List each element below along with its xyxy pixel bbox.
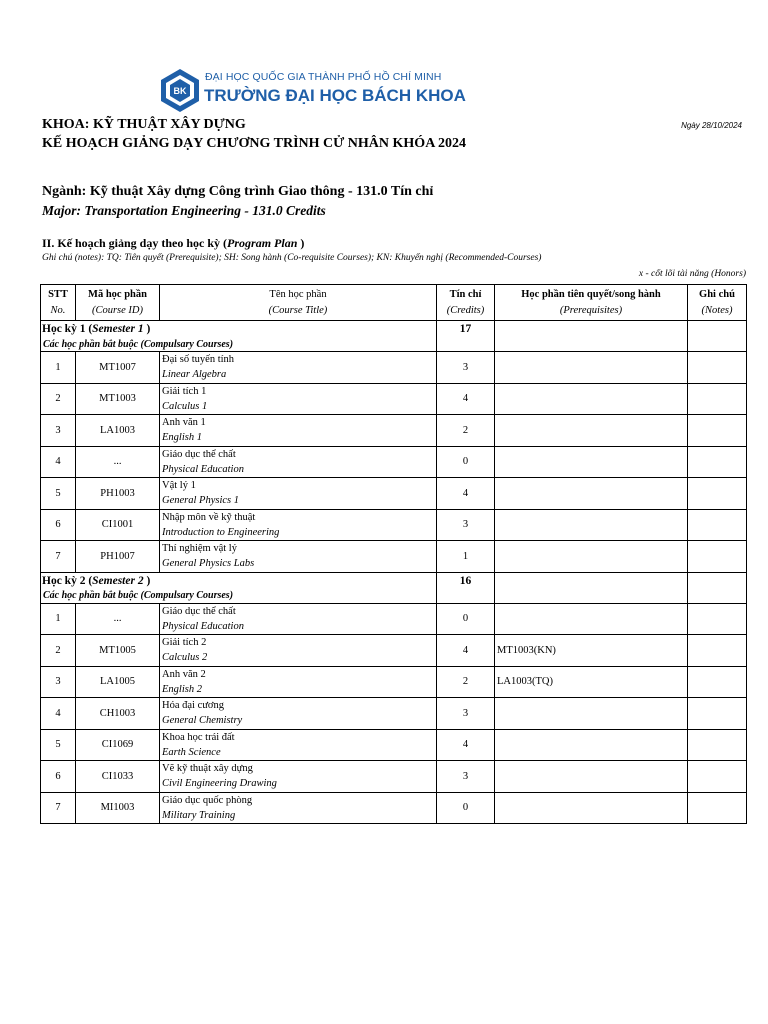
- course-credits: 1: [437, 541, 495, 573]
- course-no: 2: [41, 635, 76, 667]
- course-notes: [688, 761, 747, 793]
- course-no: 6: [41, 509, 76, 541]
- course-notes: [688, 415, 747, 447]
- course-no: 1: [41, 352, 76, 384]
- course-no: 5: [41, 729, 76, 761]
- section-title: II. Kế hoạch giảng dạy theo học kỳ (Program Plan ): [42, 236, 305, 250]
- semester-row: [41, 572, 747, 589]
- course-prerequisites: [495, 415, 688, 447]
- course-title: Vẽ kỹ thuật xây dựng Civil Engineering Drawing: [160, 761, 437, 793]
- table-header-row: [41, 285, 747, 321]
- university-logo: [158, 68, 466, 112]
- course-credits: 4: [437, 729, 495, 761]
- course-notes: [688, 352, 747, 384]
- faculty-title: KHOA: KỸ THUẬT XÂY DỰNG: [42, 117, 246, 132]
- col-credits: Tín chỉ (Credits): [437, 285, 495, 321]
- course-no: 4: [41, 446, 76, 478]
- table-row: [41, 635, 747, 667]
- course-id: CI1033: [76, 761, 160, 793]
- course-id: CI1001: [76, 509, 160, 541]
- course-title: Giáo dục quốc phòng Military Training: [160, 792, 437, 824]
- program-title-en: Major: Transportation Engineering - 131.0 Credits: [42, 203, 326, 218]
- course-title: Giáo dục thể chất Physical Education: [160, 446, 437, 478]
- table-row: [41, 478, 747, 510]
- table-row: [41, 666, 747, 698]
- course-prerequisites: [495, 478, 688, 510]
- course-prerequisites: [495, 792, 688, 824]
- course-title: Khoa học trái đất Earth Science: [160, 729, 437, 761]
- course-title: Thí nghiệm vật lý General Physics Labs: [160, 541, 437, 573]
- course-credits: 4: [437, 478, 495, 510]
- semester-credits: 16: [437, 572, 495, 589]
- course-no: 6: [41, 761, 76, 793]
- category-label: Các học phần bắt buộc (Compulsary Courses): [41, 337, 437, 352]
- course-id: MI1003: [76, 792, 160, 824]
- semester-label: Học kỳ 2 (Semester 2 ): [41, 572, 437, 589]
- course-title: Đại số tuyến tính Linear Algebra: [160, 352, 437, 384]
- course-credits: 3: [437, 761, 495, 793]
- logo-line-1: ĐẠI HỌC QUỐC GIA THÀNH PHỐ HỒ CHÍ MINH: [205, 71, 442, 83]
- logo-mark: BK: [173, 86, 187, 96]
- course-notes: [688, 478, 747, 510]
- course-credits: 0: [437, 603, 495, 635]
- col-course-id: Mã học phần (Course ID): [76, 285, 160, 321]
- category-label: Các học phần bắt buộc (Compulsary Courses): [41, 589, 437, 604]
- col-notes: Ghi chú (Notes): [688, 285, 747, 321]
- table-row: [41, 541, 747, 573]
- course-no: 4: [41, 698, 76, 730]
- course-notes: [688, 509, 747, 541]
- course-credits: 3: [437, 698, 495, 730]
- course-id: PH1003: [76, 478, 160, 510]
- semester-label: Học kỳ 1 (Semester 1 ): [41, 321, 437, 338]
- course-notes: [688, 446, 747, 478]
- course-no: 5: [41, 478, 76, 510]
- course-no: 7: [41, 792, 76, 824]
- col-course-title: Tên học phần (Course Title): [160, 285, 437, 321]
- table-row: [41, 509, 747, 541]
- course-id: PH1007: [76, 541, 160, 573]
- course-id: MT1007: [76, 352, 160, 384]
- table-row: [41, 446, 747, 478]
- table-row: [41, 729, 747, 761]
- category-row: [41, 589, 747, 604]
- course-credits: 0: [437, 792, 495, 824]
- logo-line-2: TRƯỜNG ĐẠI HỌC BÁCH KHOA: [204, 86, 466, 105]
- course-credits: 2: [437, 666, 495, 698]
- course-prerequisites: MT1003(KN): [495, 635, 688, 667]
- semester-row: [41, 321, 747, 338]
- course-credits: 3: [437, 352, 495, 384]
- course-id: LA1005: [76, 666, 160, 698]
- course-prerequisites: [495, 698, 688, 730]
- course-credits: 0: [437, 446, 495, 478]
- category-row: [41, 337, 747, 352]
- table-row: [41, 761, 747, 793]
- table-row: [41, 603, 747, 635]
- course-id: CH1003: [76, 698, 160, 730]
- plan-title: KẾ HOẠCH GIẢNG DẠY CHƯƠNG TRÌNH CỬ NHÂN KHÓA 2024: [42, 136, 467, 151]
- course-notes: [688, 603, 747, 635]
- course-prerequisites: [495, 383, 688, 415]
- table-row: [41, 698, 747, 730]
- course-title: Giải tích 2 Calculus 2: [160, 635, 437, 667]
- course-notes: [688, 666, 747, 698]
- table-row: [41, 415, 747, 447]
- course-notes: [688, 729, 747, 761]
- course-no: 2: [41, 383, 76, 415]
- course-credits: 4: [437, 383, 495, 415]
- course-prerequisites: [495, 446, 688, 478]
- course-prerequisites: [495, 603, 688, 635]
- course-credits: 2: [437, 415, 495, 447]
- course-credits: 3: [437, 509, 495, 541]
- course-id: ...: [76, 446, 160, 478]
- notes-legend: Ghi chú (notes): TQ: Tiên quyết (Prerequisite); SH: Song hành (Co-requisite Courses); KN: Khuyến nghị (Recommended-Courses): [42, 253, 542, 263]
- course-id: MT1003: [76, 383, 160, 415]
- course-credits: 4: [437, 635, 495, 667]
- course-prerequisites: [495, 729, 688, 761]
- table-row: [41, 352, 747, 384]
- program-title-vi: Ngành: Kỹ thuật Xây dựng Công trình Giao thông - 131.0 Tín chỉ: [42, 184, 434, 199]
- course-id: ...: [76, 603, 160, 635]
- course-no: 3: [41, 415, 76, 447]
- course-id: LA1003: [76, 415, 160, 447]
- course-title: Giáo dục thể chất Physical Education: [160, 603, 437, 635]
- course-notes: [688, 383, 747, 415]
- course-notes: [688, 792, 747, 824]
- course-title: Anh văn 2 English 2: [160, 666, 437, 698]
- course-id: MT1005: [76, 635, 160, 667]
- course-prerequisites: [495, 761, 688, 793]
- document-date: Ngày 28/10/2024: [681, 121, 742, 130]
- course-prerequisites: [495, 509, 688, 541]
- course-notes: [688, 635, 747, 667]
- course-prerequisites: [495, 541, 688, 573]
- course-prerequisites: [495, 352, 688, 384]
- course-id: CI1069: [76, 729, 160, 761]
- course-prerequisites: LA1003(TQ): [495, 666, 688, 698]
- course-no: 3: [41, 666, 76, 698]
- program-plan-table: [40, 284, 747, 824]
- course-title: Giải tích 1 Calculus 1: [160, 383, 437, 415]
- col-stt: STT No.: [41, 285, 76, 321]
- course-title: Vật lý 1 General Physics 1: [160, 478, 437, 510]
- course-notes: [688, 698, 747, 730]
- course-notes: [688, 541, 747, 573]
- bk-logo-icon: [158, 68, 202, 112]
- col-prerequisites: Học phần tiên quyết/song hành (Prerequisites): [495, 285, 688, 321]
- honors-legend: x - cốt lõi tài năng (Honors): [638, 269, 746, 279]
- table-row: [41, 792, 747, 824]
- course-no: 7: [41, 541, 76, 573]
- course-title: Hóa đại cương General Chemistry: [160, 698, 437, 730]
- course-no: 1: [41, 603, 76, 635]
- semester-credits: 17: [437, 321, 495, 338]
- course-title: Anh văn 1 English 1: [160, 415, 437, 447]
- course-title: Nhập môn về kỹ thuật Introduction to Engineering: [160, 509, 437, 541]
- table-row: [41, 383, 747, 415]
